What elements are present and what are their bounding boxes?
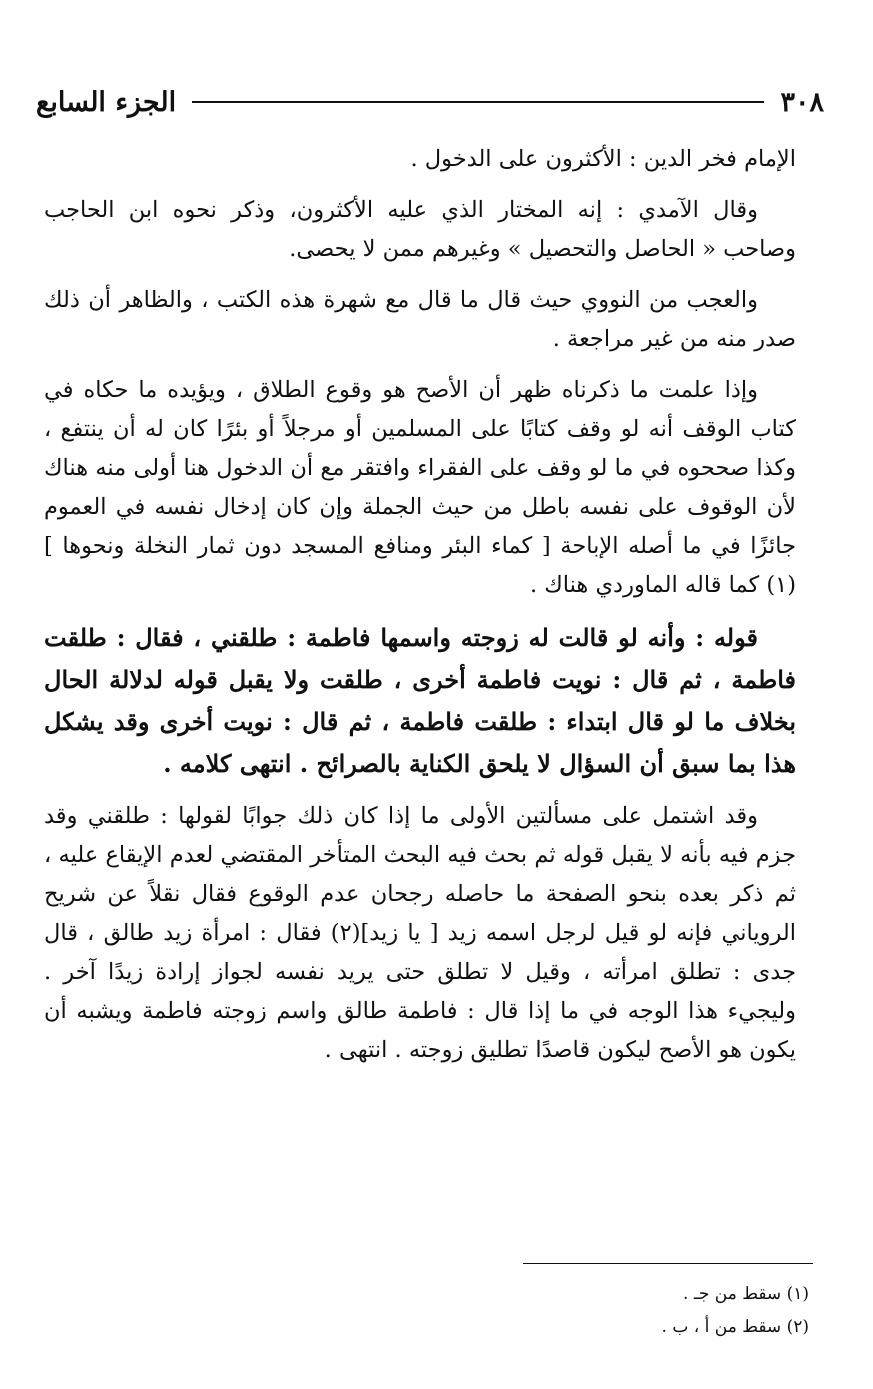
- page-number: ٣٠٨: [780, 86, 824, 118]
- page-body: [44, 140, 796, 1082]
- paragraph-6: وقد اشتمل على مسألتين الأولى ما إذا كان ذلك جوابًا لقولها : طلقني وقد جزم فيه بأنه لا يقبل قوله ثم بحث فيه البحث المتأخر المقتضي لعدم الإيقاع عليه ، ثم ذكر بعده بنحو الصفحة ما حاصله رجحان عدم الوقوع فقال نقلاً عن شريح الروياني فإنه لو قيل لرجل اسمه زيد [ يا زيد](٢) فقال : امرأة زيد طالق ، قال جدى : تطلق امرأته ، وقيل لا تطلق حتى يريد نفسه لجواز إرادة زيدًا آخر . وليجيء هذا الوجه في ما إذا قال : فاطمة طالق واسم زوجته فاطمة ويشبه أن يكون هو الأصح ليكون قاصدًا تطليق زوجته . انتهى .: [44, 803, 796, 1063]
- paragraph-1: الإمام فخر الدين : الأكثرون على الدخول .: [410, 146, 796, 172]
- footnote-2: (٢) سقط من أ ، ب .: [661, 1317, 809, 1337]
- footnotes: [249, 1278, 809, 1344]
- paragraph-3: والعجب من النووي حيث قال ما قال مع شهرة هذه الكتب ، والظاهر أن ذلك صدر منه من غير مراجعة .: [44, 287, 796, 352]
- running-head: الجزء السابع: [36, 86, 177, 118]
- quoted-paragraph: قوله : وأنه لو قالت له زوجته واسمها فاطمة : طلقني ، فقال : طلقت فاطمة ، ثم قال : نويت فاطمة أخرى ، طلقت ولا يقبل قوله لدلالة الحال بخلاف ما لو قال ابتداء : طلقت فاطمة ، ثم قال : نويت أخرى وقد يشكل هذا بما سبق أن السؤال لا يلحق الكناية بالصرائح . انتهى كلامه .: [44, 623, 797, 778]
- paragraph-2: وقال الآمدي : إنه المختار الذي عليه الأكثرون، وذكر نحوه ابن الحاجب وصاحب « الحاصل والتحصيل » وغيرهم ممن لا يحصى.: [44, 197, 796, 262]
- footnote-rule: [523, 1263, 813, 1264]
- paragraph-4: وإذا علمت ما ذكرناه ظهر أن الأصح هو وقوع الطلاق ، ويؤيده ما حكاه في كتاب الوقف أنه لو وقف كتابًا على المسلمين أو مرجلاً أو بئرًا كان له أن ينتفع ، وكذا صححوه في ما لو وقف على الفقراء وافتقر مع أن الدخول هنا أولى منه هناك لأن الوقوف على نفسه باطل من حيث الجملة وإن كان إدخال نفسه في العموم جائزًا في ما أصله الإباحة [ كماء البئر ومنافع المسجد دون ثمار النخلة ونحوها ] (١) كما قاله الماوردي هناك .: [44, 377, 796, 598]
- header-rule: [192, 101, 764, 103]
- footnote-1: (١) سقط من جـ .: [683, 1284, 809, 1304]
- page-header: [36, 82, 824, 122]
